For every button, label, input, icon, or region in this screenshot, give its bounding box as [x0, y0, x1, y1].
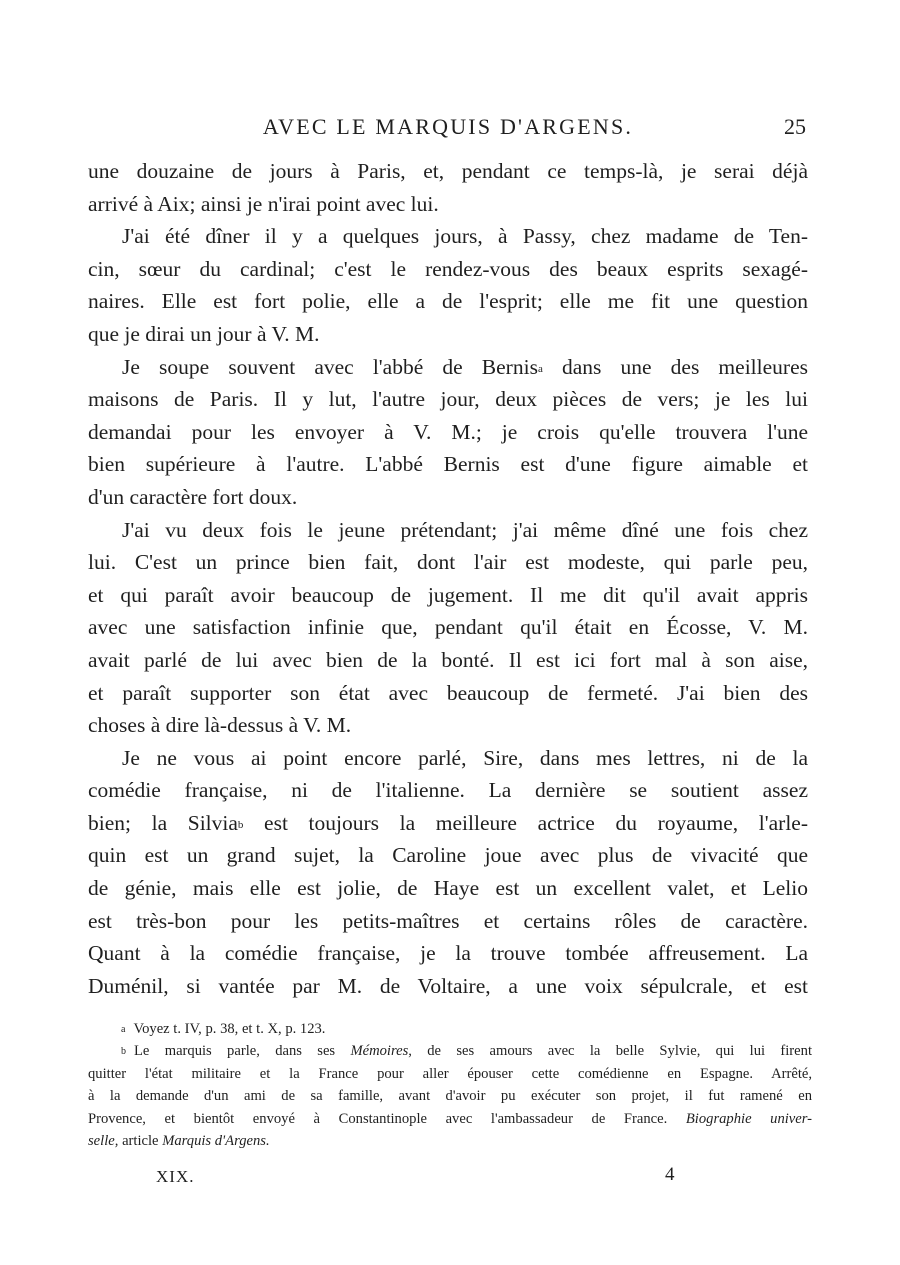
text-fragment: , de ses amours avec la belle Sylvie, qui lui firent — [408, 1043, 812, 1060]
text-fragment: bien; la Silvia — [88, 810, 238, 835]
text-line: lui. C'est un prince bien fait, dont l'air est modeste, qui parle peu, — [88, 550, 808, 575]
footnote-b — [88, 1040, 812, 1152]
body-text — [88, 155, 808, 1002]
text-line: Duménil, si vantée par M. de Voltaire, a une voix sépulcrale, et est — [88, 973, 808, 998]
text-line: d'un caractère fort doux. — [88, 484, 298, 509]
paragraph-2 — [88, 220, 808, 350]
text-line: est très-bon pour les petits-maîtres et certains rôles de caractère. — [88, 908, 808, 933]
text-line: de génie, mais elle est jolie, de Haye est un excellent valet, et Lelio — [88, 876, 808, 901]
paragraph-1 — [88, 155, 808, 220]
text-line: J'ai été dîner il y a quelques jours, à Passy, chez madame de Ten- — [122, 224, 808, 249]
text-fragment: Provence, et bientôt envoyé à Constantinople avec l'ambassadeur de France. — [88, 1110, 668, 1127]
text-line: et paraît supporter son état avec beaucoup de fermeté. J'ai bien des — [88, 680, 808, 705]
text-fragment: est toujours la meilleure actrice du royaume, l'arle- — [264, 810, 809, 835]
footnote-line: à la demande d'un ami de sa famille, avant d'avoir pu exécuter son projet, il fut ramené en — [88, 1088, 812, 1105]
text-line: cin, sœur du cardinal; c'est le rendez-vous des beaux esprits sexagé- — [88, 256, 808, 281]
text-line: et qui paraît avoir beaucoup de jugement. Il me dit qu'il avait appris — [88, 582, 808, 607]
signature-mark: XIX. — [156, 1167, 195, 1186]
text-line: choses à dire là-dessus à V. M. — [88, 713, 352, 738]
text-fragment: selle, — [88, 1133, 119, 1150]
text-fragment: Biographie univer- — [685, 1110, 813, 1127]
page-number: 25 — [784, 114, 806, 139]
footnote-line — [88, 1108, 812, 1130]
text-line: Je ne vous ai point encore parlé, Sire, dans mes lettres, ni de la — [122, 745, 808, 770]
text-line: maisons de Paris. Il y lut, l'autre jour, deux pièces de vers; je les lui — [88, 387, 808, 412]
paragraph-4 — [88, 514, 808, 742]
text-fragment: Le marquis parle, dans ses — [134, 1043, 336, 1060]
text-line: demandai pour les envoyer à V. M.; je crois qu'elle trouvera l'une — [88, 419, 808, 444]
text-fragment: article — [122, 1133, 159, 1150]
footnote-ref-b: b — [237, 818, 244, 831]
footnote-line — [88, 1130, 812, 1152]
text-line: arrivé à Aix; ainsi je n'irai point avec lui. — [88, 191, 439, 216]
text-line: une douzaine de jours à Paris, et, pendant ce temps-là, je serai déjà — [88, 159, 808, 183]
text-line: quin est un grand sujet, la Caroline joue avec plus de vivacité que — [88, 843, 808, 868]
footnote-a — [88, 1018, 812, 1040]
paragraph-3 — [88, 351, 808, 514]
footnote-text: Voyez t. IV, p. 38, et t. X, p. 123. — [133, 1021, 326, 1037]
running-head — [88, 112, 808, 142]
footnote-marker-a: a — [121, 1024, 126, 1035]
footnote-marker-b: b — [121, 1046, 126, 1058]
text-line: que je dirai un jour à V. M. — [88, 321, 320, 346]
footnote-line: quitter l'état militaire et la France pour aller épouser cette comédienne en Espagne. Arrêté, — [88, 1065, 812, 1082]
text-line-with-note — [88, 807, 808, 840]
footnote-ref-a: a — [537, 362, 543, 375]
text-line: bien supérieure à l'autre. L'abbé Bernis est d'une figure aimable et — [88, 452, 808, 477]
sheet-number: 4 — [665, 1164, 675, 1185]
footnote-line — [88, 1040, 812, 1062]
footnotes — [88, 1018, 812, 1152]
text-line: naires. Elle est fort polie, elle a de l'esprit; elle me fit une question — [88, 289, 808, 314]
text-fragment: dans une des meilleures — [561, 354, 808, 379]
text-line: J'ai vu deux fois le jeune prétendant; j'ai même dîné une fois chez — [122, 517, 808, 542]
paragraph-5 — [88, 742, 808, 1003]
text-line-with-note — [88, 351, 808, 384]
text-fragment: Mémoires — [350, 1043, 409, 1060]
text-line: Quant à la comédie française, je la trouve tombée affreusement. La — [88, 941, 808, 966]
text-line: avec une satisfaction infinie que, pendant qu'il était en Écosse, V. M. — [88, 615, 808, 640]
text-line: avait parlé de lui avec bien de la bonté. Il est ici fort mal à son aise, — [88, 647, 808, 672]
text-fragment: Marquis d'Argens. — [162, 1133, 270, 1150]
running-title: AVEC LE MARQUIS D'ARGENS. — [262, 114, 634, 139]
text-line: comédie française, ni de l'italienne. La dernière se soutient assez — [88, 778, 808, 803]
text-fragment: Je soupe souvent avec l'abbé de Bernis — [122, 354, 538, 379]
